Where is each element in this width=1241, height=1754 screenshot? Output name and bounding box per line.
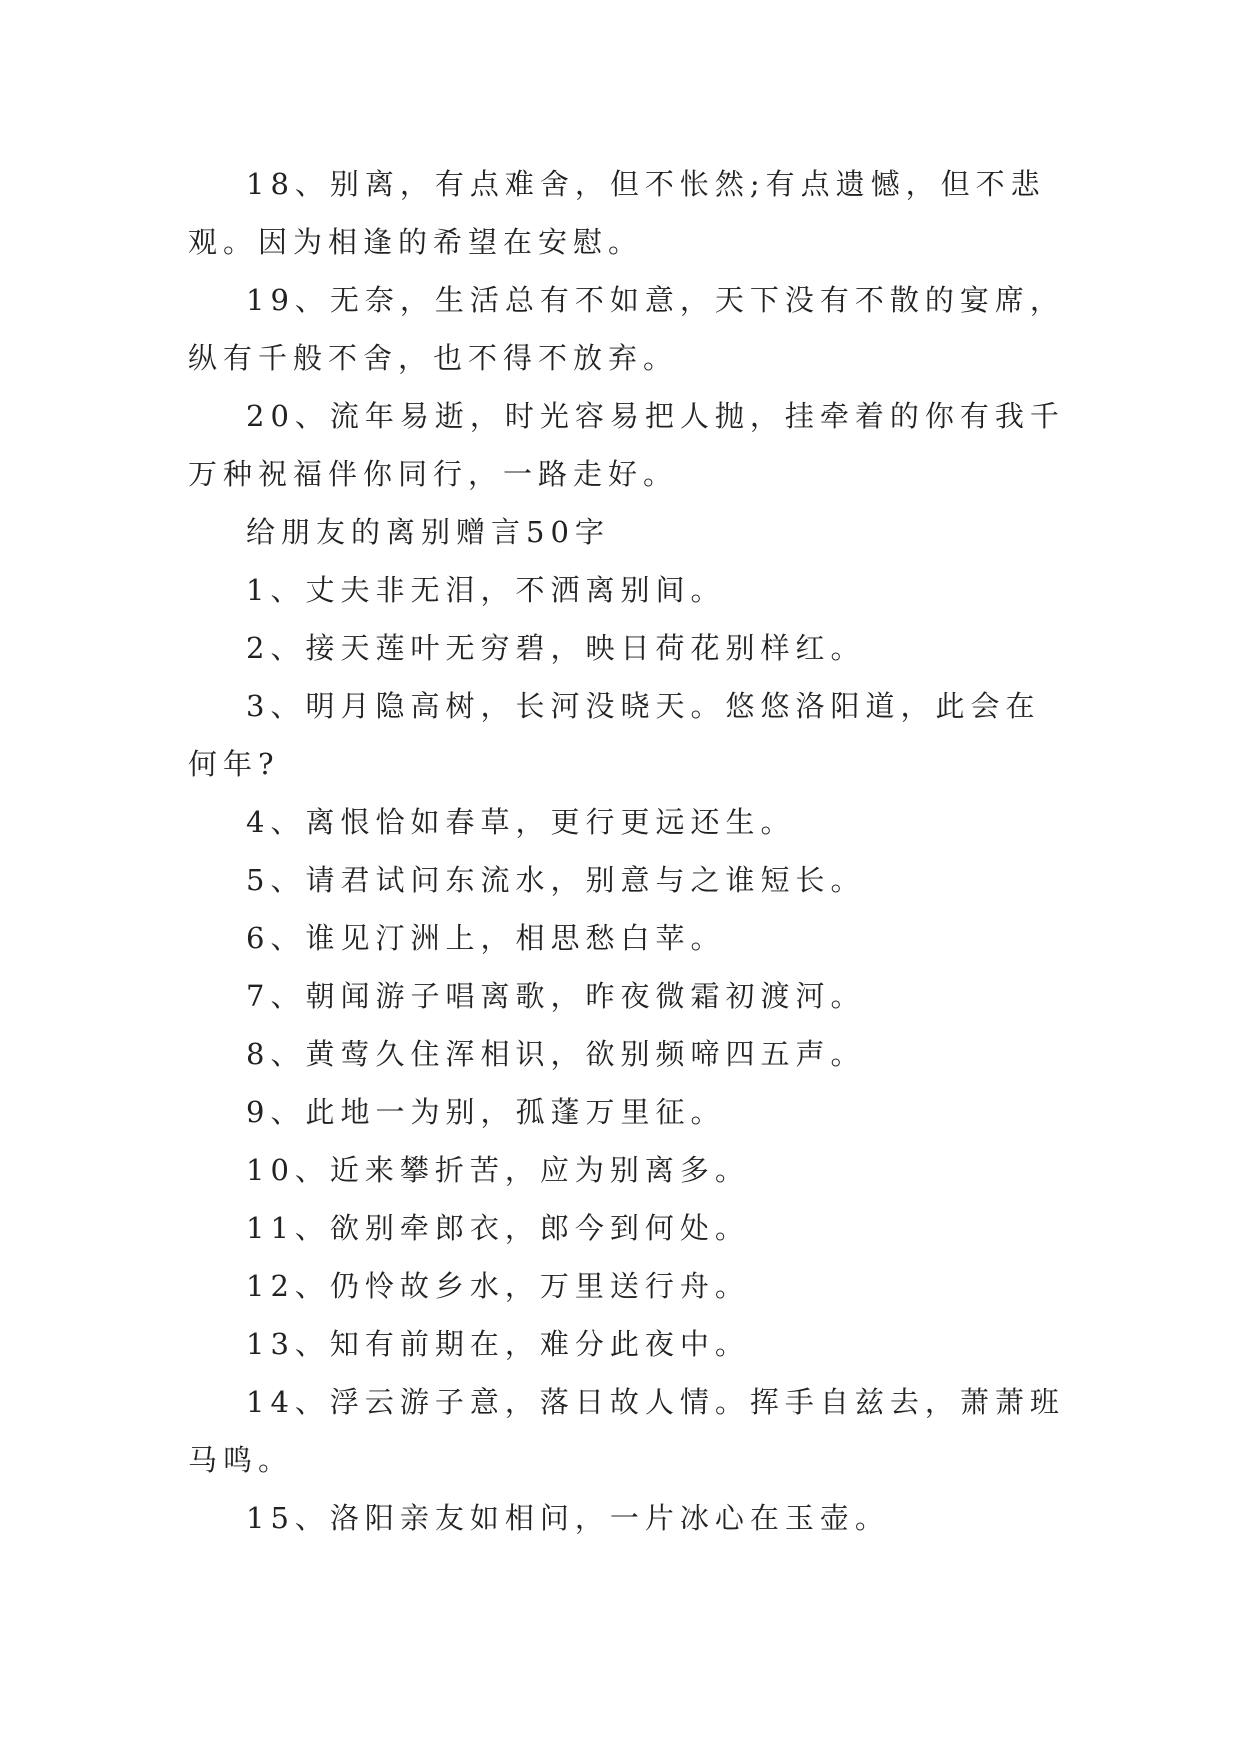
paragraph-item-14: 14、浮云游子意，落日故人情。挥手自兹去，萧萧班马鸣。 [188, 1385, 1065, 1477]
paragraph-item-3: 3、明月隐高树，长河没晓天。悠悠洛阳道，此会在何年? [188, 689, 1041, 781]
paragraph-item-8: 8、黄莺久住浑相识，欲别频啼四五声。 [246, 1037, 866, 1071]
paragraph-item-18: 18、别离，有点难舍，但不怅然;有点遗憾，但不悲观。因为相逢的希望在安慰。 [188, 167, 1046, 259]
paragraph-item-20: 20、流年易逝，时光容易把人抛，挂牵着的你有我千万种祝福伴你同行，一路走好。 [188, 399, 1065, 491]
paragraph-item-1: 1、丈夫非无泪，不洒离别间。 [246, 573, 726, 607]
paragraph-item-7: 7、朝闻游子唱离歌，昨夜微霜初渡河。 [246, 979, 866, 1013]
paragraph-item-4: 4、离恨恰如春草，更行更远还生。 [246, 805, 796, 839]
paragraph-item-19: 19、无奈，生活总有不如意，天下没有不散的宴席，纵有千般不舍，也不得不放弃。 [188, 283, 1065, 375]
paragraph-item-15: 15、洛阳亲友如相问，一片冰心在玉壶。 [246, 1501, 890, 1535]
paragraph-item-11: 11、欲别牵郎衣，郎今到何处。 [246, 1211, 750, 1245]
paragraph-item-13: 13、知有前期在，难分此夜中。 [246, 1327, 750, 1361]
paragraph-item-10: 10、近来攀折苦，应为别离多。 [246, 1153, 750, 1187]
document-body [188, 155, 1068, 1547]
paragraph-item-5: 5、请君试问东流水，别意与之谁短长。 [246, 863, 866, 897]
paragraph-item-2: 2、接天莲叶无穷碧，映日荷花别样红。 [246, 631, 866, 665]
paragraph-item-9: 9、此地一为别，孤蓬万里征。 [246, 1095, 726, 1129]
section-heading: 给朋友的离别赠言50字 [246, 515, 610, 549]
paragraph-item-6: 6、谁见汀洲上，相思愁白苹。 [246, 921, 726, 955]
paragraph-item-12: 12、仍怜故乡水，万里送行舟。 [246, 1269, 750, 1303]
